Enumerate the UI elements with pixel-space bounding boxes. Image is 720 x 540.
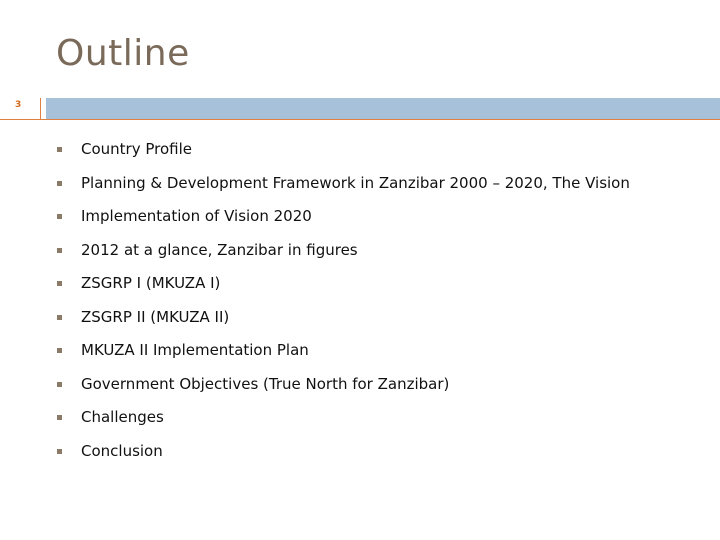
slide-title: Outline [56, 33, 190, 74]
bullet-square-icon [57, 382, 62, 387]
header-underline [0, 119, 720, 120]
outline-item-text: Government Objectives (True North for Zanzibar) [81, 374, 450, 393]
bullet-square-icon [57, 415, 62, 420]
outline-item [57, 435, 630, 469]
outline-item [57, 267, 630, 301]
outline-item-text: ZSGRP I (MKUZA I) [81, 274, 221, 293]
number-divider [40, 98, 41, 120]
outline-item-text: Implementation of Vision 2020 [81, 207, 312, 226]
outline-item [57, 368, 630, 402]
bullet-square-icon [57, 348, 62, 353]
outline-item-text: 2012 at a glance, Zanzibar in figures [81, 240, 358, 259]
bullet-square-icon [57, 281, 62, 286]
outline-item-text: Conclusion [81, 441, 163, 460]
outline-item [57, 234, 630, 268]
outline-item [57, 401, 630, 435]
outline-item [57, 334, 630, 368]
outline-item [57, 167, 630, 201]
outline-item-text: Country Profile [81, 140, 192, 159]
bullet-square-icon [57, 248, 62, 253]
outline-item-text: ZSGRP II (MKUZA II) [81, 307, 230, 326]
outline-item-text: MKUZA II Implementation Plan [81, 341, 309, 360]
bullet-square-icon [57, 449, 62, 454]
bullet-square-icon [57, 214, 62, 219]
outline-item [57, 301, 630, 335]
outline-item [57, 133, 630, 167]
bullet-square-icon [57, 315, 62, 320]
outline-list [57, 133, 630, 468]
outline-item-text: Challenges [81, 408, 164, 427]
slide-number: 3 [15, 100, 22, 110]
bullet-square-icon [57, 181, 62, 186]
bullet-square-icon [57, 147, 62, 152]
header-bar [46, 98, 720, 119]
outline-item-text: Planning & Development Framework in Zanzibar 2000 – 2020, The Vision [81, 173, 630, 192]
outline-item [57, 200, 630, 234]
